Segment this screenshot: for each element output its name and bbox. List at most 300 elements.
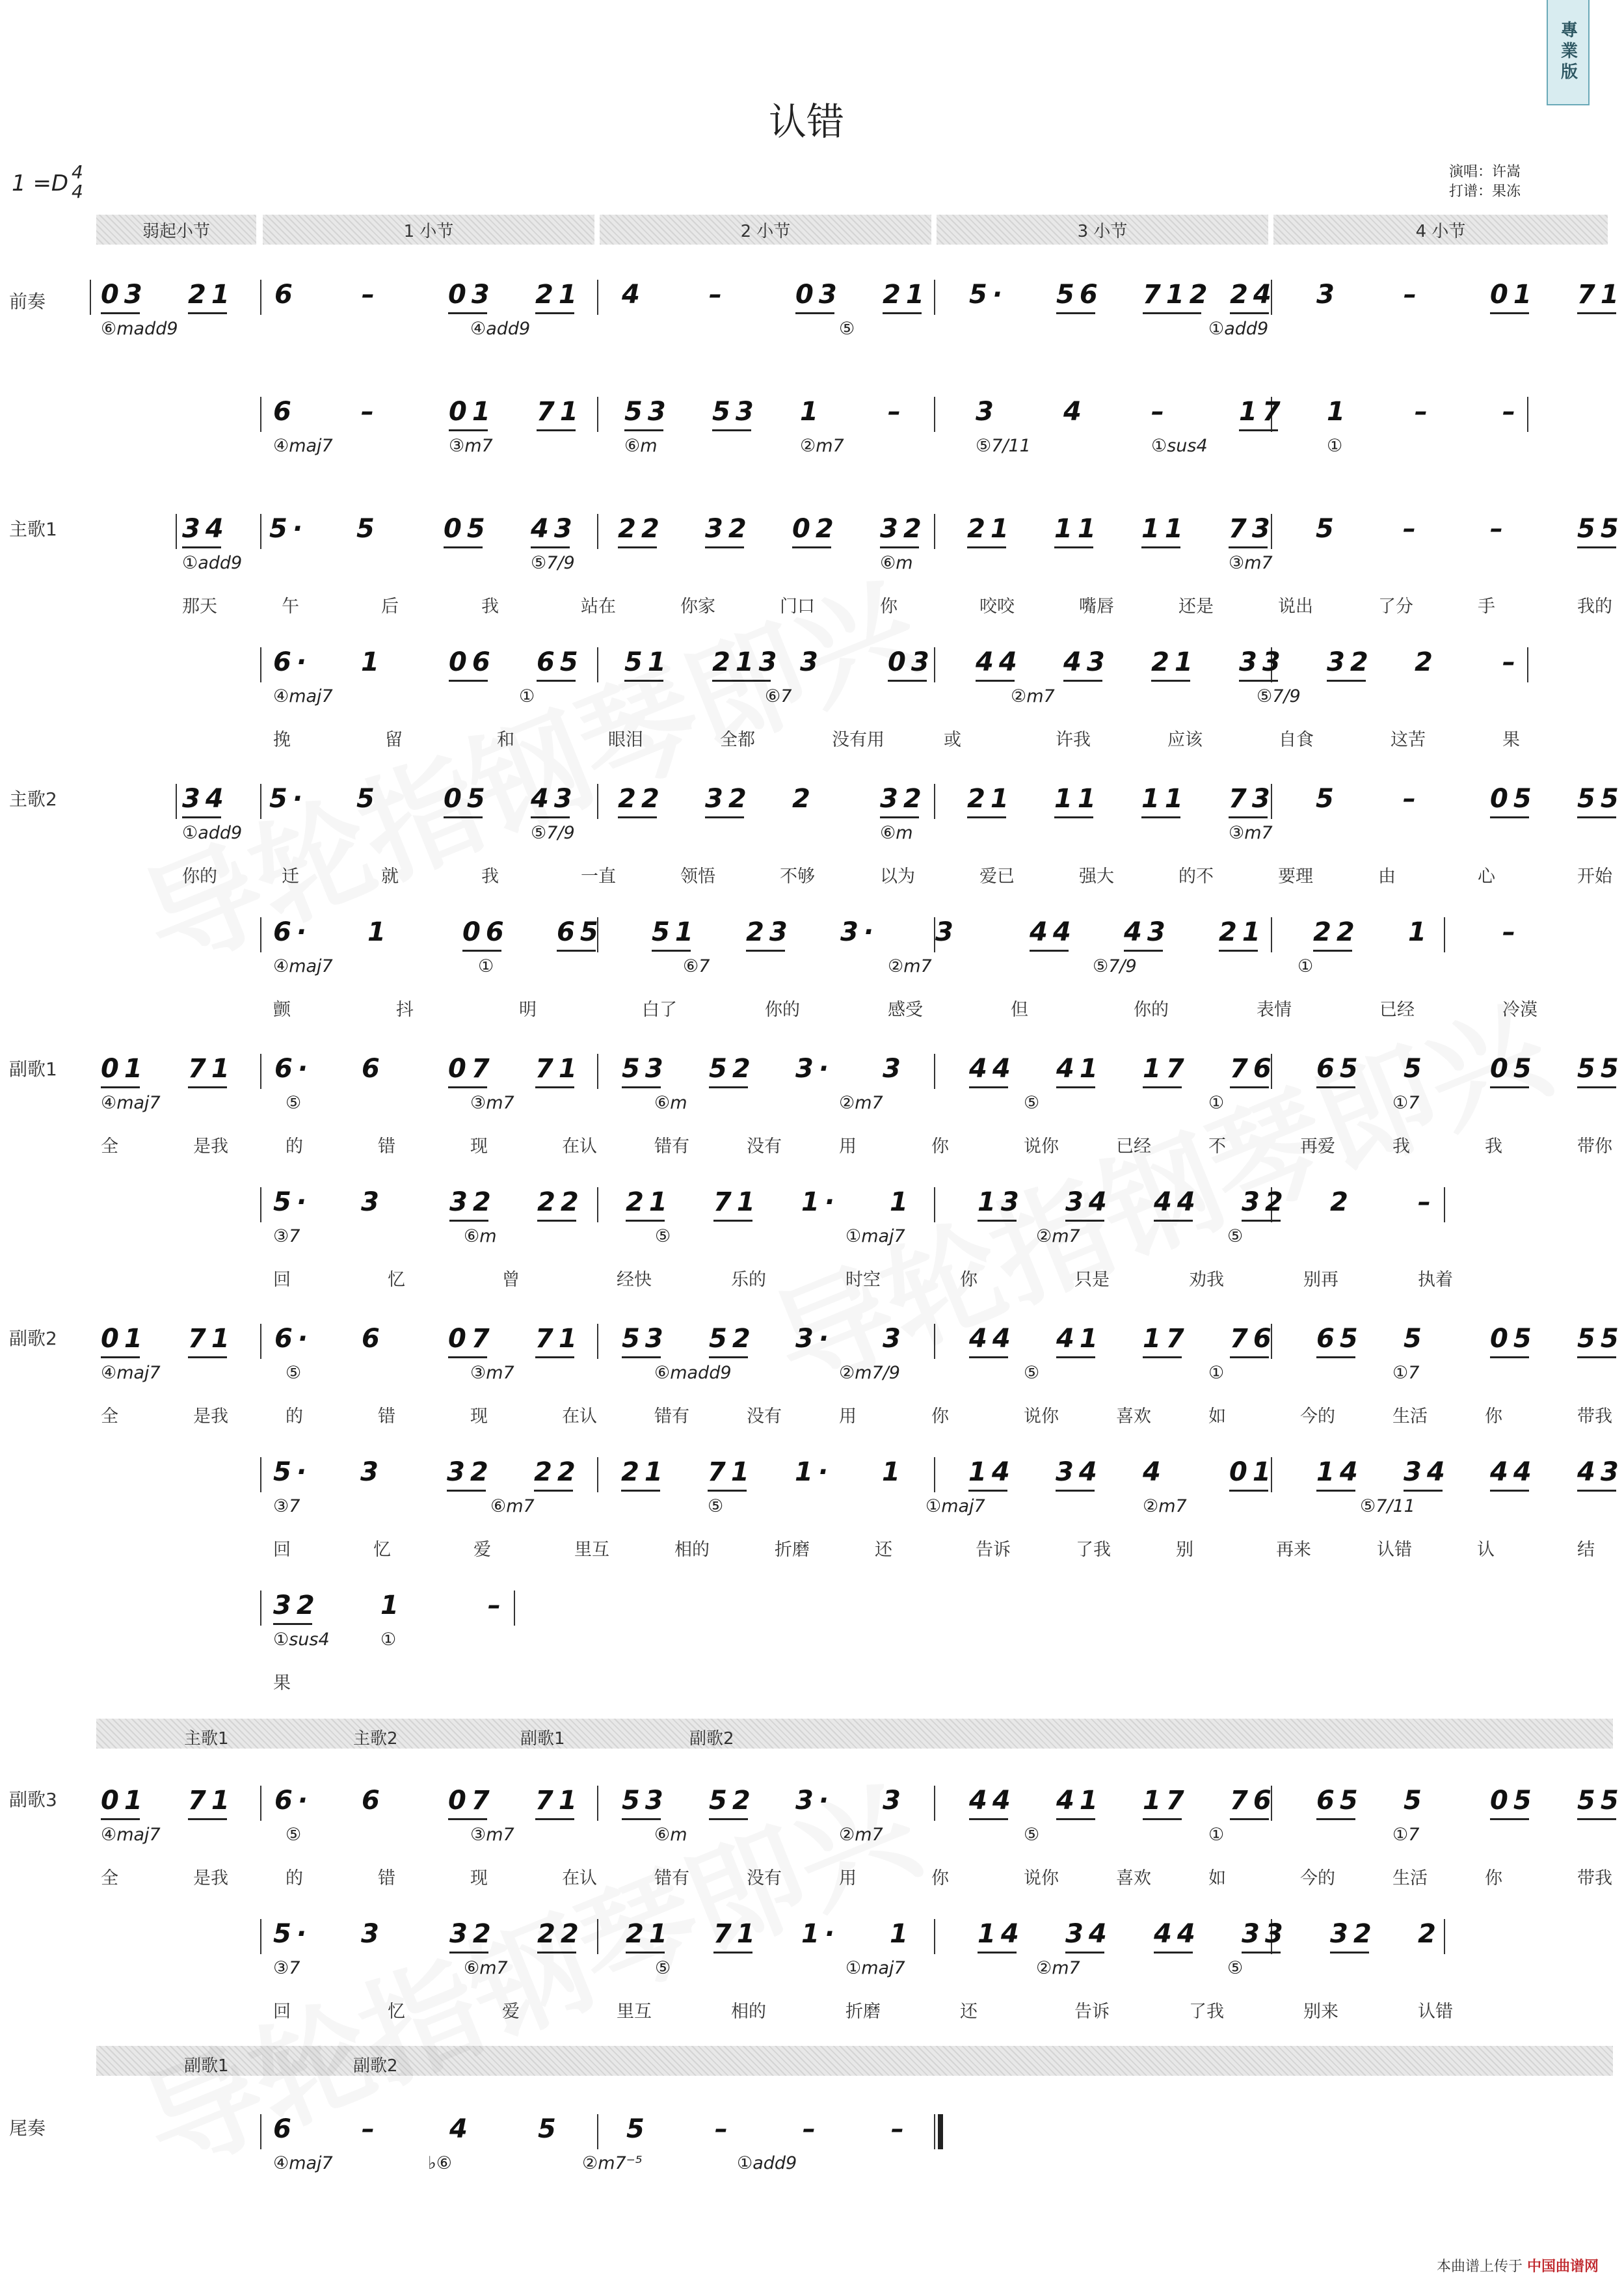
beam-underline — [1054, 816, 1093, 818]
note: 41 — [1056, 1324, 1103, 1354]
lyric-syllable: 错 — [378, 1406, 395, 1427]
meter-top: 4 — [72, 161, 83, 183]
lyric-syllable: 抖 — [396, 1000, 414, 1020]
lyric-syllable: 认 — [1477, 1540, 1495, 1560]
chord-symbol: ⑤ — [286, 1825, 302, 1845]
key-signature: 1 =D — [12, 170, 69, 196]
footer-brand-link[interactable]: 中国曲谱网 — [1526, 2259, 1599, 2275]
bar-line — [934, 1919, 935, 1954]
lyric-syllable: 或 — [944, 730, 961, 750]
note: 11 — [1141, 784, 1188, 814]
note: 1 — [1408, 917, 1431, 947]
bar-line — [260, 280, 261, 315]
lyric-syllable: 告诉 — [1074, 2002, 1110, 2022]
beam-underline — [1490, 1490, 1529, 1492]
section-label: 副歌1 — [9, 1058, 57, 1080]
beam-underline — [713, 1220, 752, 1222]
beam-underline — [1143, 1818, 1182, 1820]
note: 51 — [624, 647, 671, 677]
note: 53 — [622, 1324, 669, 1354]
footer-prefix: 本曲谱上传于 — [1436, 2259, 1523, 2275]
beam-underline — [188, 1818, 227, 1820]
lyric-syllable: 已经 — [1379, 1000, 1415, 1020]
note: 55 — [1577, 1054, 1624, 1084]
play-order-item: 副歌2 — [353, 2056, 398, 2076]
beam-underline — [448, 312, 487, 314]
note: 6 — [362, 1324, 385, 1354]
note: 53 — [622, 1054, 669, 1084]
chord-symbol: ③m7 — [1229, 553, 1273, 573]
beam-underline — [709, 1356, 748, 1358]
beam-underline — [1577, 816, 1616, 818]
chord-symbol: ① — [380, 1630, 397, 1650]
beam-underline — [622, 1818, 661, 1820]
note: 3 — [1316, 280, 1340, 310]
note: 06 — [449, 647, 496, 677]
chord-symbol: ⑤ — [655, 1226, 671, 1246]
note: 76 — [1230, 1054, 1277, 1084]
note: 5· — [273, 1187, 312, 1217]
chord-symbol: ⑤7/9 — [1093, 956, 1137, 976]
beam-underline — [1313, 950, 1352, 952]
note: 21 — [1151, 647, 1198, 677]
lyric-syllable: 喜欢 — [1116, 1406, 1151, 1427]
chord-symbol: ②m7/9 — [839, 1363, 900, 1383]
beam-underline — [537, 1220, 576, 1222]
chord-symbol: ③7 — [273, 1226, 300, 1246]
beam-underline — [447, 1490, 486, 1492]
note: 05 — [444, 514, 490, 544]
lyric-syllable: 你 — [880, 597, 898, 617]
lyric-syllable: 领悟 — [680, 866, 715, 887]
lyric-syllable: 不够 — [780, 866, 815, 887]
lyric-syllable: 带我 — [1577, 1406, 1612, 1427]
note: 03 — [888, 647, 935, 677]
lyric-syllable: 认错 — [1418, 2002, 1453, 2022]
section-label: 主歌2 — [9, 788, 57, 810]
note: 22 — [537, 1187, 584, 1217]
bar-line — [260, 1591, 261, 1626]
beam-underline — [449, 680, 488, 682]
beam-underline — [1239, 429, 1278, 431]
chord-symbol: ⑥7 — [765, 686, 792, 706]
note: 32 — [273, 1591, 320, 1620]
beam-underline — [101, 1356, 140, 1358]
lyric-syllable: 没有 — [747, 1868, 782, 1888]
lyric-syllable: 果 — [1502, 730, 1520, 750]
lyric-syllable: 已经 — [1116, 1136, 1151, 1157]
beam-underline — [1030, 950, 1069, 952]
chord-symbol: ③m7 — [449, 436, 493, 456]
bar-line — [597, 1324, 598, 1359]
beam-underline — [1404, 1490, 1443, 1492]
beam-underline — [101, 312, 140, 314]
chord-symbol: ⑤ — [1024, 1363, 1040, 1383]
note: 5 — [626, 2114, 650, 2144]
lyric-syllable: 的 — [286, 1136, 303, 1157]
chord-symbol: ③m7 — [470, 1093, 514, 1113]
note: 71 — [535, 1054, 582, 1084]
beam-underline — [621, 1490, 660, 1492]
lyric-syllable: 明 — [519, 1000, 537, 1020]
chord-symbol: ⑤7/9 — [531, 553, 575, 573]
lyric-syllable: 你的 — [765, 1000, 800, 1020]
note: – — [1404, 280, 1422, 310]
lyric-syllable: 还 — [960, 2002, 978, 2022]
note: – — [1418, 1187, 1436, 1217]
note: 33 — [1239, 647, 1286, 677]
lyric-syllable: 由 — [1378, 866, 1396, 887]
note: 3 — [361, 1187, 384, 1217]
note: – — [1502, 917, 1521, 947]
lyric-syllable: 经快 — [617, 1270, 652, 1290]
beam-underline — [969, 1086, 1008, 1088]
bar-line — [934, 397, 935, 432]
bar-line — [260, 1457, 261, 1492]
note: 6 — [273, 397, 297, 427]
chord-symbol: ④maj7 — [273, 686, 333, 706]
note: 71 — [188, 1324, 235, 1354]
lyric-syllable: 只是 — [1074, 1270, 1110, 1290]
lyric-syllable: 手 — [1478, 597, 1495, 617]
lyric-syllable: 是我 — [193, 1406, 228, 1427]
beam-underline — [1054, 546, 1093, 548]
note: 712 — [1143, 280, 1213, 310]
lyric-syllable: 爱已 — [979, 866, 1015, 887]
note: 5 — [1404, 1786, 1427, 1816]
note: 5· — [969, 280, 1008, 310]
lyric-syllable: 你 — [931, 1406, 949, 1427]
chord-symbol: ②m7 — [839, 1825, 883, 1845]
beam-underline — [746, 950, 785, 952]
beam-underline — [618, 546, 657, 548]
beam-underline — [1577, 1490, 1616, 1492]
beam-underline — [448, 1086, 487, 1088]
bar-line — [597, 1054, 598, 1089]
lyric-syllable: 现 — [470, 1868, 488, 1888]
note: – — [1502, 647, 1521, 677]
note: 1 — [380, 1591, 404, 1620]
chord-symbol: ⑤ — [708, 1496, 724, 1516]
note: 6 — [362, 1786, 385, 1816]
beam-underline — [444, 546, 483, 548]
note: 5 — [1316, 514, 1339, 544]
note: 2 — [1415, 647, 1438, 677]
note: 1· — [801, 1919, 840, 1949]
chord-symbol: ⑤ — [286, 1093, 302, 1113]
note: 22 — [618, 784, 665, 814]
bar-line — [260, 1324, 261, 1359]
chord-symbol: ①sus4 — [273, 1630, 330, 1650]
lyric-syllable: 但 — [1011, 1000, 1028, 1020]
chord-symbol: ②m7 — [888, 956, 932, 976]
chord-symbol: ⑤7/11 — [1360, 1496, 1415, 1516]
bar-line — [597, 1187, 598, 1222]
lyric-syllable: 错有 — [654, 1136, 689, 1157]
note: 2 — [1418, 1919, 1441, 1949]
chord-symbol: ②m7⁻⁵ — [582, 2153, 643, 2173]
chord-symbol: ①add9 — [737, 2153, 797, 2173]
lyric-syllable: 说你 — [1024, 1868, 1059, 1888]
lyric-syllable: 回 — [273, 2002, 291, 2022]
lyric-syllable: 忆 — [373, 1540, 391, 1560]
note: 24 — [1230, 280, 1277, 310]
note: 3 — [883, 1786, 906, 1816]
chord-symbol: ⑥m7 — [464, 1958, 508, 1978]
lyric-syllable: 了我 — [1076, 1540, 1111, 1560]
note: 65 — [1316, 1786, 1363, 1816]
beam-underline — [652, 950, 691, 952]
note: 21 — [626, 1919, 672, 1949]
lyric-syllable: 你 — [931, 1136, 949, 1157]
note: 5· — [269, 514, 308, 544]
note: 23 — [746, 917, 793, 947]
note: 44 — [976, 647, 1022, 677]
lyric-syllable: 折磨 — [845, 2002, 881, 2022]
note: 53 — [712, 397, 759, 427]
bar-line — [514, 1591, 515, 1626]
note: 32 — [1242, 1187, 1288, 1217]
chord-symbol: ①sus4 — [1151, 436, 1208, 456]
note: 07 — [448, 1324, 495, 1354]
beam-underline — [880, 546, 919, 548]
note: 3 — [976, 397, 999, 427]
note: – — [1151, 397, 1169, 427]
note: 21 — [621, 1457, 668, 1487]
bar-line — [597, 2114, 598, 2149]
measure-header: 2 小节 — [600, 215, 931, 245]
note: 11 — [1141, 514, 1188, 544]
beam-underline — [188, 1356, 227, 1358]
lyric-syllable: 颤 — [273, 1000, 291, 1020]
beam-underline — [626, 1220, 665, 1222]
lyric-syllable: 了我 — [1189, 2002, 1224, 2022]
note: 5 — [538, 2114, 561, 2144]
note: 76 — [1230, 1786, 1277, 1816]
note: 01 — [449, 397, 496, 427]
bar-line — [260, 1054, 261, 1089]
lyric-syllable: 今的 — [1300, 1406, 1335, 1427]
lyric-syllable: 以为 — [880, 866, 915, 887]
beam-underline — [1143, 1356, 1182, 1358]
note: 11 — [1054, 514, 1101, 544]
bar-line — [934, 2114, 935, 2149]
time-signature — [72, 163, 83, 202]
note: 3 — [883, 1054, 906, 1084]
note: 21 — [967, 784, 1014, 814]
note: 44 — [969, 1054, 1016, 1084]
lyric-syllable: 要理 — [1278, 866, 1313, 887]
play-order-item: 副歌1 — [184, 2056, 229, 2076]
beam-underline — [1327, 680, 1366, 682]
beam-underline — [1124, 950, 1163, 952]
section-label: 前奏 — [9, 291, 46, 312]
lyric-syllable: 挽 — [273, 730, 291, 750]
lyric-syllable: 心 — [1478, 866, 1495, 887]
note: 21 — [883, 280, 929, 310]
beam-underline — [448, 1356, 487, 1358]
lyric-syllable: 自食 — [1279, 730, 1314, 750]
note: 43 — [1577, 1457, 1624, 1487]
note: 34 — [182, 514, 229, 544]
chord-symbol: ⑤7/9 — [1257, 686, 1301, 706]
lyric-syllable: 一直 — [581, 866, 616, 887]
bar-line — [934, 1457, 935, 1492]
note: 5 — [1404, 1324, 1427, 1354]
beam-underline — [1230, 1818, 1269, 1820]
chord-symbol: ④maj7 — [273, 956, 333, 976]
lyric-syllable: 用 — [839, 1868, 857, 1888]
chord-symbol: ①maj7 — [845, 1226, 905, 1246]
note: 32 — [705, 514, 752, 544]
play-order-item: 副歌2 — [689, 1729, 734, 1749]
lyric-syllable: 劝我 — [1189, 1270, 1224, 1290]
chord-symbol: ④maj7 — [273, 2153, 333, 2173]
lyric-syllable: 不 — [1208, 1136, 1226, 1157]
beam-underline — [462, 950, 501, 952]
note: 07 — [448, 1054, 495, 1084]
beam-underline — [534, 1490, 573, 1492]
section-label: 主歌1 — [9, 518, 57, 540]
chord-symbol: ①add9 — [1208, 319, 1269, 339]
chord-symbol: ⑤ — [839, 319, 855, 339]
note: 6· — [273, 647, 312, 677]
beam-underline — [1577, 1818, 1616, 1820]
note: 65 — [1316, 1054, 1363, 1084]
beam-underline — [976, 680, 1015, 682]
lyric-syllable: 咬咬 — [979, 597, 1015, 617]
lyric-syllable: 生活 — [1392, 1868, 1428, 1888]
lyric-syllable: 如 — [1208, 1868, 1226, 1888]
lyric-syllable: 开始 — [1577, 866, 1612, 887]
play-order-item: 主歌1 — [184, 1729, 229, 1749]
beam-underline — [709, 1086, 748, 1088]
note: 06 — [462, 917, 509, 947]
lyric-syllable: 你 — [960, 1270, 978, 1290]
note: 4 — [1063, 397, 1087, 427]
note: 05 — [1490, 1786, 1537, 1816]
lyric-syllable: 用 — [839, 1136, 857, 1157]
lyric-syllable: 你 — [1485, 1406, 1502, 1427]
chord-symbol: ①maj7 — [845, 1958, 905, 1978]
lyric-syllable: 全 — [101, 1136, 118, 1157]
beam-underline — [969, 1356, 1008, 1358]
note: – — [803, 2114, 821, 2144]
chord-symbol: ♭⑥ — [428, 2153, 452, 2173]
lyric-syllable: 的 — [286, 1406, 303, 1427]
note: 34 — [1404, 1457, 1450, 1487]
lyric-syllable: 果 — [273, 1673, 291, 1693]
section-label: 副歌3 — [9, 1789, 57, 1810]
bar-line — [1444, 1187, 1445, 1222]
lyric-syllable: 白了 — [642, 1000, 677, 1020]
note: 32 — [449, 1919, 496, 1949]
measure-header: 4 小节 — [1273, 215, 1608, 245]
note: 1 — [1327, 397, 1350, 427]
note: 65 — [537, 647, 583, 677]
lyric-syllable: 没有 — [747, 1406, 782, 1427]
note: 32 — [447, 1457, 494, 1487]
beam-underline — [624, 429, 663, 431]
note: 22 — [534, 1457, 581, 1487]
note: 22 — [1313, 917, 1360, 947]
note: 1· — [801, 1187, 840, 1217]
note: – — [488, 1591, 506, 1620]
beam-underline — [1056, 1490, 1095, 1492]
bar-line — [260, 1187, 261, 1222]
beam-underline — [1242, 1952, 1281, 1953]
note: 34 — [1056, 1457, 1102, 1487]
note: 05 — [1490, 1324, 1537, 1354]
lyric-syllable: 就 — [381, 866, 399, 887]
note: 03 — [101, 280, 148, 310]
lyric-syllable: 没有用 — [832, 730, 885, 750]
note: – — [709, 280, 727, 310]
note: 01 — [101, 1786, 148, 1816]
chord-symbol: ④maj7 — [273, 436, 333, 456]
note: 65 — [1316, 1324, 1363, 1354]
chord-symbol: ②m7 — [1011, 686, 1055, 706]
bar-line — [597, 280, 598, 315]
lyric-syllable: 喜欢 — [1116, 1868, 1151, 1888]
note: 71 — [713, 1919, 760, 1949]
chord-symbol: ①7 — [1392, 1825, 1420, 1845]
lyric-syllable: 爱 — [473, 1540, 491, 1560]
chord-symbol: ① — [478, 956, 494, 976]
note: 14 — [978, 1919, 1024, 1949]
chord-symbol: ⑥m — [464, 1226, 497, 1246]
chord-symbol: ⑥madd9 — [101, 319, 178, 339]
chord-symbol: ⑥m — [880, 553, 913, 573]
note: 01 — [1490, 280, 1537, 310]
beam-underline — [1577, 312, 1616, 314]
lyric-syllable: 你家 — [680, 597, 715, 617]
lyric-syllable: 还 — [875, 1540, 892, 1560]
bar-line — [1444, 1919, 1445, 1954]
note: 6· — [274, 1054, 313, 1084]
chord-symbol: ①add9 — [182, 553, 243, 573]
note: 71 — [713, 1187, 760, 1217]
note: 22 — [618, 514, 665, 544]
note: 73 — [1229, 784, 1275, 814]
note: 44 — [1490, 1457, 1537, 1487]
note: 34 — [1065, 1187, 1112, 1217]
note: 17 — [1143, 1786, 1190, 1816]
edition-badge: 專業版 — [1547, 0, 1590, 105]
chord-symbol: ⑤ — [286, 1363, 302, 1383]
lyric-syllable: 在认 — [562, 1136, 597, 1157]
note: – — [361, 397, 379, 427]
note: 17 — [1239, 397, 1286, 427]
chord-symbol: ⑥m7 — [490, 1496, 535, 1516]
note: 73 — [1229, 514, 1275, 544]
chord-symbol: ②m7 — [1036, 1226, 1080, 1246]
note: 3· — [795, 1054, 834, 1084]
lyric-syllable: 眼泪 — [608, 730, 643, 750]
note: – — [362, 2114, 380, 2144]
note: 03 — [795, 280, 842, 310]
note: 17 — [1143, 1054, 1190, 1084]
chord-symbol: ① — [1208, 1093, 1225, 1113]
note: 1 — [890, 1187, 913, 1217]
chord-symbol: ⑥madd9 — [654, 1363, 732, 1383]
note: – — [1403, 514, 1421, 544]
note: 55 — [1577, 1324, 1624, 1354]
lyric-syllable: 后 — [381, 597, 399, 617]
note: 5 — [1316, 784, 1339, 814]
beam-underline — [557, 950, 596, 952]
chord-symbol: ③m7 — [470, 1825, 514, 1845]
